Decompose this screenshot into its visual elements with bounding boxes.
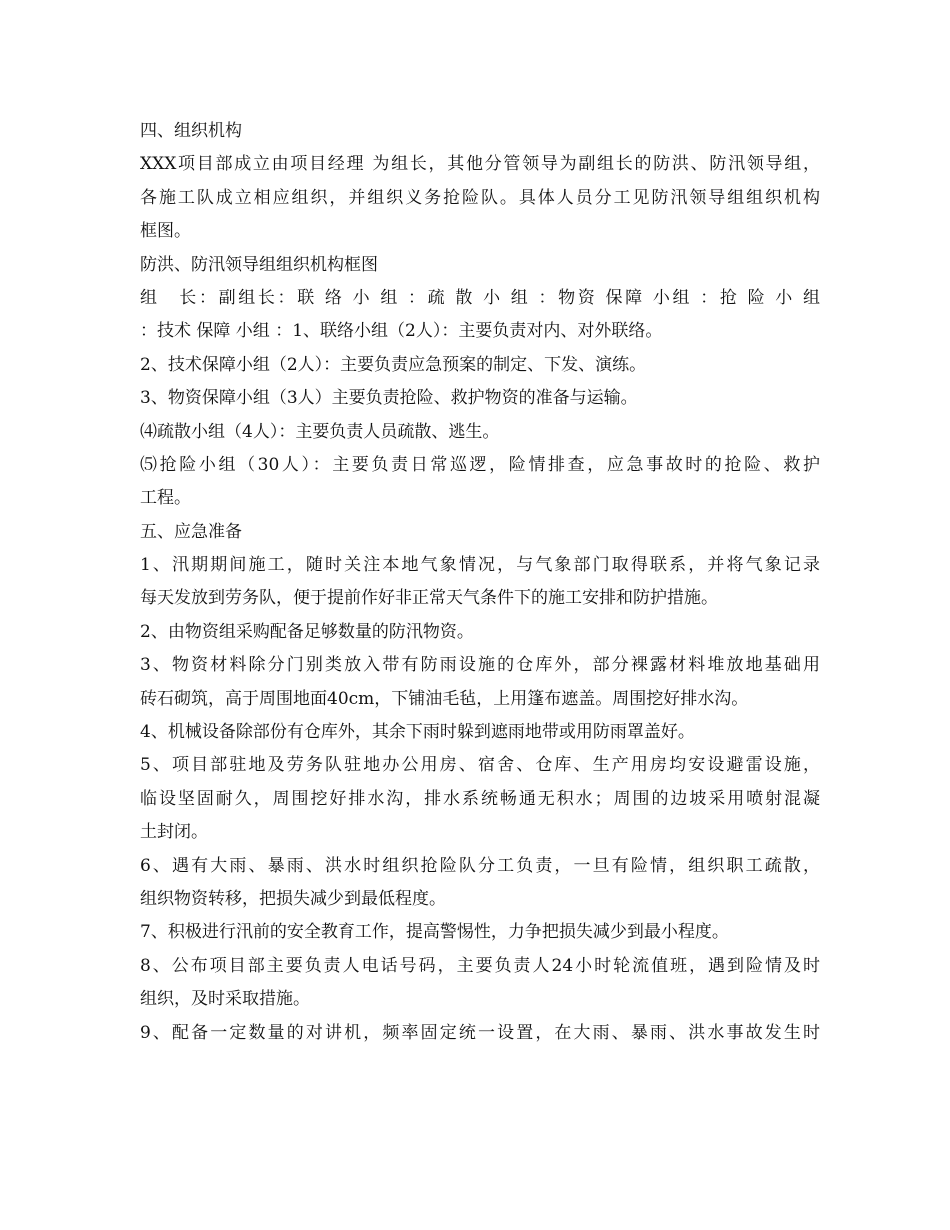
list-item-continuation: 每天发放到劳务队，便于提前作好非正常天气条件下的施工安排和防护措施。: [140, 588, 718, 609]
list-item: 8、公布项目部主要负责人电话号码，主要负责人24小时轮流值班，遇到险情及时: [140, 955, 820, 976]
list-item: 6、遇有大雨、暴雨、洪水时组织抢险队分工负责，一旦有险情，组织职工疏散，: [140, 855, 820, 876]
list-item-continuation: 组织，及时采取措施。: [140, 989, 310, 1010]
document-body: [140, 115, 820, 1050]
list-item: 2、由物资组采购配备足够数量的防汛物资。: [140, 621, 474, 642]
org-chart-text-line: 组 长：副组长：联 络 小 组 ：疏 散 小 组 ：物资 保障 小组 ：抢 险 小 组: [140, 287, 820, 308]
subheading-org-chart: 防洪、防汛领导组组织机构框图: [140, 254, 378, 275]
list-item: 2、技术保障小组（2人）：主要负责应急预案的制定、下发、演练。: [140, 354, 647, 375]
list-item-continuation: 砖石砌筑，高于周围地面40cm，下铺油毛毡，上用篷布遮盖。周围挖好排水沟。: [140, 688, 749, 709]
org-chart-text-line: ：技术 保障 小组 ：1、联络小组（2人）：主要负责对内、对外联络。: [140, 321, 663, 342]
list-item: 7、积极进行汛前的安全教育工作，提高警惕性，力争把损失减少到最小程度。: [140, 922, 729, 943]
list-item: 5、项目部驻地及劳务队驻地办公用房、宿舍、仓库、生产用房均安设避雷设施，: [140, 755, 820, 776]
list-item-continuation: 土封闭。: [140, 822, 208, 843]
list-item-continuation: 临设坚固耐久，周围挖好排水沟，排水系统畅通无积水；周围的边坡采用喷射混凝: [140, 788, 820, 809]
section-heading-emergency-prep: 五、应急准备: [140, 521, 242, 542]
list-item: ⑸抢险小组（30人）：主要负责日常巡逻，险情排查，应急事故时的抢险、救护: [140, 454, 820, 475]
list-item: 4、机械设备除部份有仓库外，其余下雨时躲到遮雨地带或用防雨罩盖好。: [140, 722, 695, 743]
list-item-continuation: 组织物资转移，把损失减少到最低程度。: [140, 888, 446, 909]
list-item: 3、物资保障小组（3人）主要负责抢险、救护物资的准备与运输。: [140, 388, 638, 409]
paragraph-line: 各施工队成立相应组织，并组织义务抢险队。具体人员分工见防汛领导组组织机构: [140, 187, 820, 208]
section-heading-organization: 四、组织机构: [140, 121, 242, 141]
list-item-continuation: 工程。: [140, 488, 191, 509]
paragraph-line: XXX项目部成立由项目经理 为组长，其他分管领导为副组长的防洪、防汛领导组，: [140, 154, 820, 175]
list-item: 9、配备一定数量的对讲机，频率固定统一设置，在大雨、暴雨、洪水事故发生时: [140, 1022, 820, 1043]
list-item: 1、汛期期间施工，随时关注本地气象情况，与气象部门取得联系，并将气象记录: [140, 555, 820, 576]
list-item: ⑷疏散小组（4人）：主要负责人员疏散、逃生。: [140, 421, 500, 442]
paragraph-line: 框图。: [140, 221, 191, 242]
list-item: 3、物资材料除分门别类放入带有防雨设施的仓库外，部分裸露材料堆放地基础用: [140, 655, 820, 676]
